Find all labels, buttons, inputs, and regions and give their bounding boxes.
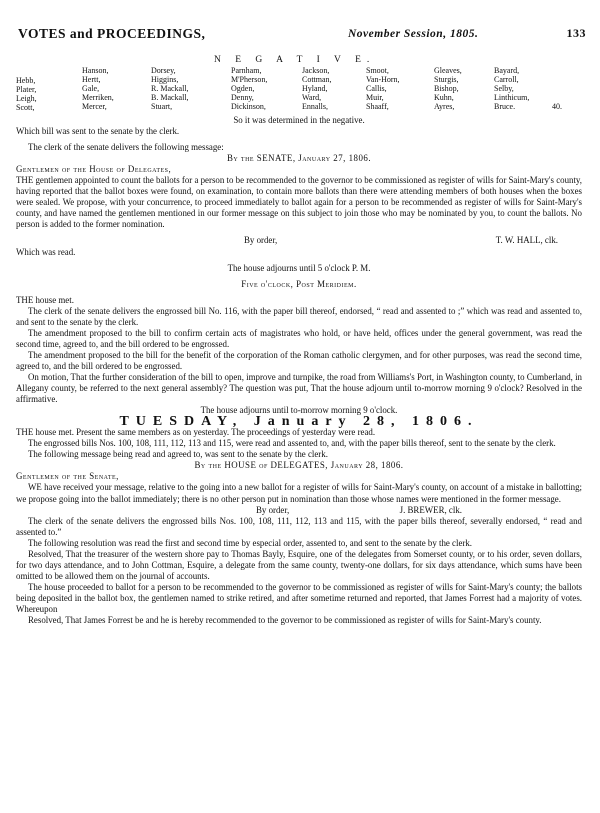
- voter-name: Cottman,: [302, 75, 332, 84]
- vote-column: [302, 66, 332, 111]
- vote-column: [494, 66, 529, 111]
- voter-name: Ennalls,: [302, 102, 328, 111]
- signature-line: [16, 505, 582, 516]
- paragraph: The following message being read and agreed to, was sent to the senate by the clerk.: [28, 449, 328, 460]
- voter-name: Gale,: [82, 84, 100, 93]
- paragraph: WE have received your message, relative to the going into a new ballot for a register of wills for Saint-Mary's county, on account of a mistake in ballotting; we propose going into the ballot immediately; there is no other person put in nomination than those whose names were mentioned in the former message.: [16, 482, 582, 504]
- voter-name: Hertt,: [82, 75, 101, 84]
- paragraph: The house proceeded to ballot for a person to be recommended to the governor to be commissioned as register of wills for Saint-Mary's county; the ballots being deposited in the ballot box, the gentlemen named to strike retired, and after sometime returned and reported, that James Forrest had a majority of votes. Whereupon: [16, 581, 582, 614]
- vote-column: [231, 66, 267, 111]
- paragraph: THE house met.: [16, 294, 74, 305]
- voter-name: Hanson,: [82, 66, 109, 75]
- voter-name: R. Mackall,: [151, 84, 189, 93]
- running-header: [18, 26, 586, 46]
- day-heading: TUESDAY, January 28, 1806.: [119, 414, 479, 430]
- negative-heading: N E G A T I V E.: [214, 55, 376, 65]
- signer: T. W. HALL, clk.: [495, 235, 558, 246]
- paragraph: The amendment proposed to the bill for the benefit of the corporation of the Roman catholic clergymen, and for other purposes, was read the second time, agreed to, and the bill ordered to be engrossed.: [16, 349, 582, 371]
- paragraph: The amendment proposed to the bill to confirm certain acts of magistrates who hold, or have held, offices under the general government, was read the second time, agreed to, and the bill ordered to be engrossed.: [16, 327, 582, 349]
- signer: J. BREWER, clk.: [399, 504, 462, 515]
- voter-name: Linthicum,: [494, 93, 530, 102]
- voter-name: Jackson,: [302, 66, 330, 75]
- paragraph: On motion, That the further consideration of the bill to open, improve and turnpike, the road from Williams's Port, in Washington county, to Cumberland, in Allegany county, be referred to the next general assembly? The question was put, That the house adjourn until to-morrow morning 9 o'clock? Resolved in the affirmative.: [16, 371, 582, 405]
- voter-name: Muir,: [366, 93, 384, 102]
- voter-name: B. Mackall,: [151, 93, 189, 102]
- voter-name: Kuhn,: [434, 93, 454, 102]
- by-order: By order,: [256, 504, 290, 515]
- voter-name: Stuart,: [151, 102, 173, 111]
- paragraph: Which was read.: [16, 246, 76, 257]
- paragraph: Which bill was sent to the senate by the clerk.: [16, 126, 180, 137]
- paragraph: Resolved, That James Forrest be and he is hereby recommended to the governor to be commissioned as register of wills for Saint-Mary's county.: [28, 615, 542, 626]
- vote-column: [16, 76, 37, 112]
- paragraph: The engrossed bills Nos. 100, 108, 111, 112, 113 and 115, were read and assented to, and, with the paper bills thereof, sent to the senate by the clerk.: [28, 438, 556, 449]
- adjournment: The house adjourns until 5 o'clock P. M.: [227, 262, 371, 273]
- paragraph: The clerk of the senate delivers the engrossed bill No. 116, with the paper bill thereof, endorsed, “ read and assented to ;” which was read and assented to, and sent to the senate by the clerk.: [16, 305, 582, 327]
- voter-name: Smoot,: [366, 66, 389, 75]
- salutation: Gentlemen of the Senate,: [16, 471, 119, 482]
- header-title: VOTES and PROCEEDINGS,: [18, 26, 206, 41]
- vote-column: [151, 66, 189, 111]
- vote-total: 40.: [552, 102, 562, 111]
- signature-line: [16, 235, 582, 246]
- voter-name: Shaaff,: [366, 102, 389, 111]
- adjournment: The house adjourns until to-morrow morning 9 o'clock.: [200, 405, 398, 416]
- voter-name: Callis,: [366, 84, 387, 93]
- voter-name: Van-Horn,: [366, 75, 400, 84]
- header-session: November Session, 1805.: [348, 28, 479, 40]
- voter-name: Dickinson,: [231, 102, 266, 111]
- voter-name: Denny,: [231, 93, 254, 102]
- paragraph: The clerk of the senate delivers the engrossed bills Nos. 100, 108, 111, 112, 113 and 115, with the paper bills thereof, severally endorsed, “ read and assented to.”: [16, 515, 582, 537]
- vote-column: [366, 66, 400, 111]
- session-heading: Five o'clock, Post Meridiem.: [241, 278, 357, 289]
- vote-result: So it was determined in the negative.: [233, 115, 365, 125]
- voter-name: Gleaves,: [434, 66, 462, 75]
- voter-name: M'Pherson,: [231, 75, 268, 84]
- voter-name: Mercer,: [82, 102, 107, 111]
- vote-column: [82, 66, 114, 111]
- message-heading: By the HOUSE of DELEGATES, January 28, 1806.: [194, 460, 404, 471]
- voter-name: Parnham,: [231, 66, 262, 75]
- voter-name: Bruce.: [494, 102, 516, 111]
- voter-name: Merriken,: [82, 93, 114, 102]
- paragraph: Resolved, That the treasurer of the western shore pay to Thomas Bayly, Esquire, one of the delegates from Somerset county, or to his order, seven dollars, for two days attendance, and to John Cottman, Esquire, a delegate from the same county, twenty-one dollars, for six days attendance, which sums have been omitted to be allowed them on the journal of accounts.: [16, 548, 582, 581]
- paragraph: The following resolution was read the first and second time by especial order, assented to, and sent to the senate by the clerk.: [28, 537, 472, 548]
- paragraph: THE house met. Present the same members as on yesterday. The proceedings of yesterday were read.: [16, 427, 376, 438]
- voter-name: Bishop,: [434, 84, 459, 93]
- voter-name: Selby,: [494, 84, 514, 93]
- voter-name: Ayres,: [434, 102, 455, 111]
- negative-vote-list: [16, 66, 576, 114]
- voter-name: Bayard,: [494, 66, 520, 75]
- voter-name: Ward,: [302, 93, 322, 102]
- voter-name: Higgins,: [151, 75, 179, 84]
- vote-column: [434, 66, 462, 111]
- voter-name: Carroll,: [494, 75, 519, 84]
- paragraph: The clerk of the senate delivers the following message:: [28, 142, 224, 153]
- page-number: 133: [566, 26, 586, 40]
- proceedings-text: [16, 115, 582, 626]
- message-heading: By the SENATE, January 27, 1806.: [226, 153, 372, 164]
- voter-name: Scott,: [16, 103, 35, 112]
- voter-name: Dorsey,: [151, 66, 176, 75]
- salutation: Gentlemen of the House of Delegates,: [16, 164, 172, 175]
- paragraph: THE gentlemen appointed to count the ballots for a person to be recommended to the governor to be commissioned as register of wills for Saint-Mary's county, having reported that the ballot boxes were found, on examination, to contain more ballots than there were attending members of both houses when the boxes were sealed. We propose, with your concurrence, to proceed immediately to ballot again for a person to be recommended as register of wills for Saint-Mary's county, and have named the gentlemen mentioned in our former message on this subject to join those who may be nominated by you, to count the ballots. No person is added to the former nomination.: [16, 175, 582, 230]
- voter-name: Sturgis,: [434, 75, 459, 84]
- voter-name: Plater,: [16, 85, 37, 94]
- by-order: By order,: [244, 235, 278, 246]
- voter-name: Hebb,: [16, 76, 36, 85]
- voter-name: Hyland,: [302, 84, 328, 93]
- voter-name: Ogden,: [231, 84, 255, 93]
- voter-name: Leigh,: [16, 94, 37, 103]
